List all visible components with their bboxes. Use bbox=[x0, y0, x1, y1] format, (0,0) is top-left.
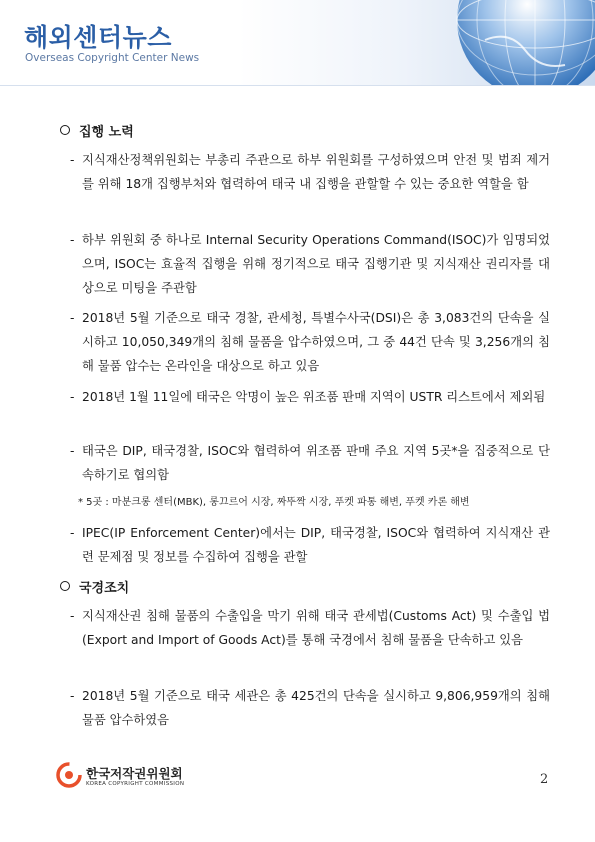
header-divider bbox=[0, 85, 595, 86]
circle-bullet-icon bbox=[60, 125, 70, 135]
section-heading-enforcement: 집행 노력 bbox=[60, 121, 134, 140]
circle-bullet-icon bbox=[60, 581, 70, 591]
globe-icon bbox=[415, 0, 595, 86]
list-item: - 2018년 5월 기준으로 태국 경찰, 관세청, 특별수사국(DSI)은 총 3,083건의 단속을 실시하고 10,050,349개의 침해 물품을 압수하였으며, 그 중 44건 단속 및 3,256개의 침해 물품 압수는 온라인을 대상으로 하고 있음 bbox=[70, 311, 550, 373]
page-header bbox=[0, 0, 595, 86]
footer-org-name: 한국저작권위원회 bbox=[86, 766, 183, 781]
list-item: - 태국은 DIP, 태국경찰, ISOC와 협력하여 위조품 판매 주요 지역 5곳*을 집중적으로 단속하기로 협의함 bbox=[70, 444, 550, 482]
header-subtitle: Overseas Copyright Center News bbox=[25, 52, 200, 64]
list-item: - 지식재산정책위원회는 부총리 주관으로 하부 위원회를 구성하였으며 안전 및 범죄 제거를 위해 18개 집행부처와 협력하여 태국 내 집행을 관할할 수 있는 중요한 역할을 함 bbox=[70, 153, 550, 191]
kcc-logo-icon bbox=[56, 762, 82, 788]
header-title: 해외센터뉴스 bbox=[24, 23, 172, 52]
footnote: * 5곳 : 마분크롱 센터(MBK), 롱끄르어 시장, 짜뚜짝 시장, 푸켓 파통 해변, 푸켓 카론 해변 bbox=[78, 497, 470, 508]
page-number: 2 bbox=[540, 772, 549, 787]
list-item: - 2018년 1월 11일에 태국은 악명이 높은 위조품 판매 지역이 USTR 리스트에서 제외됨 bbox=[70, 390, 546, 404]
footer-org-name-en: KOREA COPYRIGHT COMMISSION bbox=[86, 781, 185, 787]
list-item: - IPEC(IP Enforcement Center)에서는 DIP, 태국경찰, ISOC와 협력하여 지식재산 관련 문제점 및 정보를 수집하여 집행을 관할 bbox=[70, 526, 550, 564]
list-item: - 지식재산권 침해 물품의 수출입을 막기 위해 태국 관세법(Customs Act) 및 수출입 법(Export and Import of Goods Act)를 통해 국경에서 침해 물품을 단속하고 있음 bbox=[70, 609, 550, 647]
list-item: - 2018년 5월 기준으로 태국 세관은 총 425건의 단속을 실시하고 9,806,959개의 침해물품 압수하였음 bbox=[70, 689, 550, 727]
section-heading-border-measures: 국경조치 bbox=[60, 577, 129, 596]
list-item: - 하부 위원회 중 하나로 Internal Security Operations Command(ISOC)가 임명되었으며, ISOC는 효율적 집행을 위해 정기적으로 태국 집행기관 및 지식재산 권리자를 대상으로 미팅을 주관함 bbox=[70, 233, 550, 295]
